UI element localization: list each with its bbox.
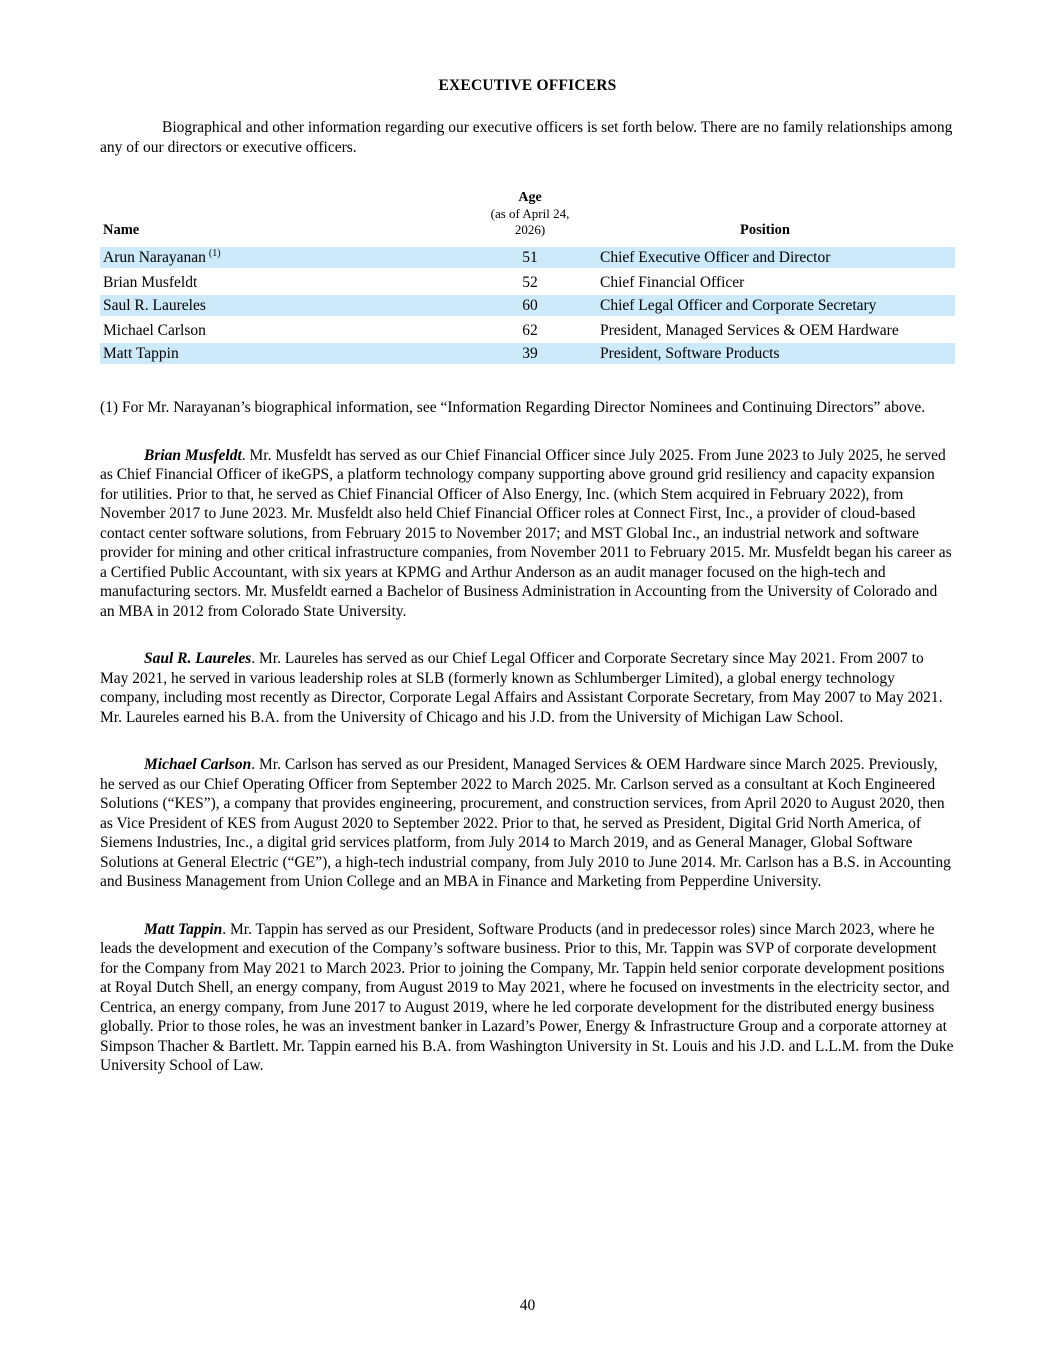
bio-text: . Mr. Musfeldt has served as our Chief Financial Officer since July 2025. From June 2023 to July 2025, he served as Chief Financial Officer of ikeGPS, a platform technology company supporting above ground grid resiliency and capacity expansion for utilities. Prior to that, he served as Chief Financial Officer of Also Energy, Inc. (which Stem acquired in February 2022), from November 2017 to June 2023. Mr. Musfeldt also held Chief Financial Officer roles at Connect First, Inc., a provider of cloud-based contact center software solutions, from February 2015 to November 2017; and MST Global Inc., an industrial network and software provider for mining and other critical infrastructure companies, from November 2011 to February 2015. Mr. Musfeldt began his career as a Certified Public Accountant, with six years at KPMG and Arthur Anderson as an audit manager focused on the high-tech and manufacturing sectors. Mr. Musfeldt earned a Bachelor of Business Administration in Accounting from the University of Colorado and an MBA in 2012 from Colorado State University. xyxy=(100,446,952,620)
officer-position: President, Managed Services & OEM Hardware xyxy=(600,322,899,339)
officer-name-cell xyxy=(100,296,485,315)
officer-age: 60 xyxy=(522,296,538,314)
bio-officer-name: Brian Musfeldt xyxy=(144,446,242,464)
officer-name-cell xyxy=(100,344,485,363)
officer-name: Matt Tappin xyxy=(103,345,179,363)
officer-age: 39 xyxy=(522,344,538,362)
executive-officers-table xyxy=(100,190,955,367)
bio-paragraph-carlson xyxy=(100,755,955,892)
bio-text: . Mr. Laureles has served as our Chief Legal Officer and Corporate Secretary since May 2021. From 2007 to May 2021, he served in various leadership roles at SLB (formerly known as Schlumberger Limited), a global energy technology company, including most recently as Director, Corporate Legal Affairs and Assistant Corporate Secretary, from May 2007 to May 2021. Mr. Laureles earned his B.A. from the University of Chicago and his J.D. from the University of Michigan Law School. xyxy=(100,650,943,726)
column-header-position: Position xyxy=(740,222,790,238)
bio-officer-name: Michael Carlson xyxy=(144,756,252,773)
age-header-sub1: (as of April 24, xyxy=(490,206,570,221)
officer-name: Saul R. Laureles xyxy=(103,297,206,315)
officer-name-cell xyxy=(100,321,485,340)
officer-age: 52 xyxy=(522,274,538,291)
officer-name-cell xyxy=(100,248,485,267)
officer-age: 62 xyxy=(522,322,538,339)
table-row xyxy=(100,271,955,295)
footnote-ref: (1) xyxy=(208,247,221,259)
officer-position: Chief Legal Officer and Corporate Secretary xyxy=(600,296,877,314)
table-row xyxy=(100,319,955,343)
officer-position: President, Software Products xyxy=(600,344,780,362)
table-row xyxy=(100,247,955,271)
page-title: EXECUTIVE OFFICERS xyxy=(438,77,617,94)
age-header-label: Age xyxy=(518,190,542,205)
table-row xyxy=(100,295,955,319)
table-header-row xyxy=(100,190,955,238)
bio-text: . Mr. Tappin has served as our President, Software Products (and in predecessor roles) since March 2023, where he leads the development and execution of the Company’s software business. Prior to this, Mr. Tappin was SVP of corporate development for the Company from May 2021 to March 2023. Prior to joining the Company, Mr. Tappin held senior corporate development positions at Royal Dutch Shell, an energy company, from August 2019 to May 2021, where he focused on investments in the electricity sector, and Centrica, an energy company, from June 2017 to August 2019, where he led corporate development for the distributed energy business globally. Prior to those roles, he was an investment banker in Lazard’s Power, Energy & Infrastructure Group and a corporate attorney at Simpson Thacher & Bartlett. Mr. Tappin earned his B.A. from Washington University in St. Louis and his J.D. and L.L.M. from the Duke University School of Law. xyxy=(100,920,954,1074)
footnote-paragraph: (1) For Mr. Narayanan’s biographical information, see “Information Regarding Director Nominees and Continuing Directors” above. xyxy=(100,399,926,416)
age-header-sub2: 2026) xyxy=(514,222,546,237)
column-header-age xyxy=(485,190,575,238)
officer-position: Chief Financial Officer xyxy=(600,274,745,291)
officer-name-cell xyxy=(100,273,485,292)
bio-text: . Mr. Carlson has served as our President, Managed Services & OEM Hardware since March 2025. Previously, he served as our Chief Operating Officer from September 2022 to March 2025. Mr. Carlson served as a consultant at Koch Engineered Solutions (“KES”), a company that provides engineering, procurement, and construction services, from April 2020 to August 2020, then as Vice President of KES from August 2020 to September 2022. Prior to that, he served as President, Digital Grid North America, of Siemens Industries, Inc., a digital grid services platform, from July 2014 to March 2019, and as General Manager, Global Software Solutions at General Electric (“GE”), a high-tech industrial company, from July 2010 to June 2014. Mr. Carlson has a B.S. in Accounting and Business Management from Union College and an MBA in Finance and Marketing from Pepperdine University. xyxy=(100,756,951,890)
bio-officer-name: Saul R. Laureles xyxy=(144,650,252,667)
officer-name: Arun Narayanan xyxy=(103,249,206,267)
bio-officer-name: Matt Tappin xyxy=(144,920,223,938)
intro-paragraph: Biographical and other information regarding our executive officers is set forth below. There are no family relationships among any of our directors or executive officers. xyxy=(100,119,953,156)
table-row xyxy=(100,343,955,367)
bio-paragraph-musfeldt xyxy=(100,446,955,622)
bio-paragraph-laureles xyxy=(100,649,955,727)
page-number: 40 xyxy=(519,1297,536,1314)
column-header-name: Name xyxy=(103,222,140,238)
officer-age: 51 xyxy=(522,248,538,266)
bio-paragraph-tappin xyxy=(100,920,955,1076)
officer-position: Chief Executive Officer and Director xyxy=(600,248,831,266)
officer-name: Brian Musfeldt xyxy=(103,274,198,292)
officer-name: Michael Carlson xyxy=(103,322,206,340)
